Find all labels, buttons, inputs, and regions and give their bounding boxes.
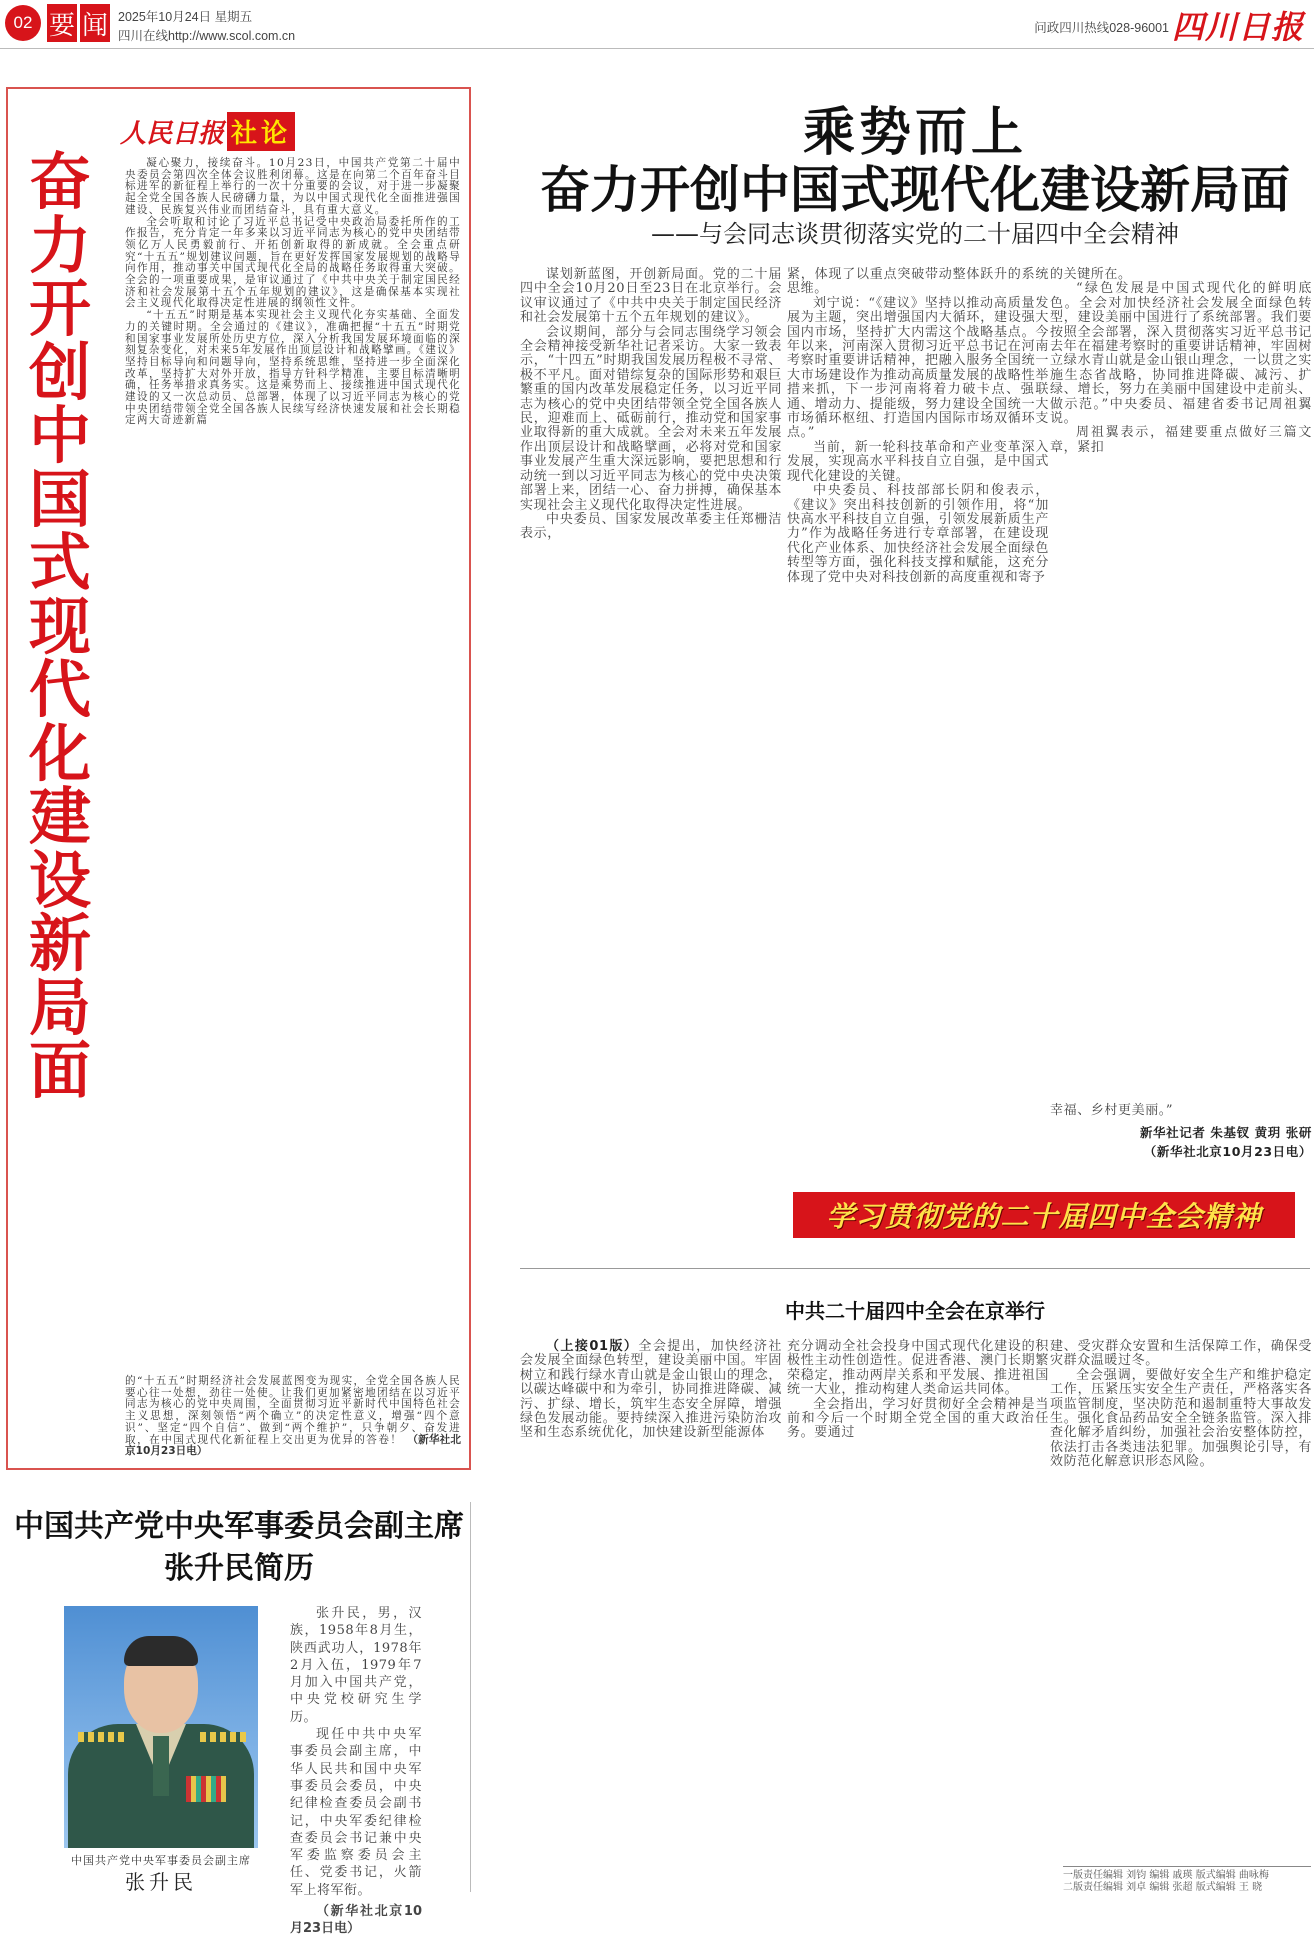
bio-headline [6, 1506, 472, 1590]
main-headline-line1: 乘势而上 [802, 103, 1027, 163]
issue-date: 2025年10月24日 星期五 [118, 10, 253, 24]
header-divider [0, 48, 1314, 49]
editorial-dateline: （新华社北京10月23日电） [125, 1433, 461, 1458]
editors-credits [1063, 1866, 1311, 1894]
article-paragraph: 中央委员、科技部部长阴和俊表示，《建议》突出科技创新的引领作用，将“加快高水平科技自立自强，引领发展新质生产力”作为战略任务进行专章部署，在建设现代化产业体系、加快经济社会发展全面绿色转型等方面，强化科技支撑和赋能，这充分体现了党中央对科技创新的高度重视和寄予 [787, 483, 1049, 585]
editorial-tag: 社论 [227, 112, 295, 151]
article-paragraph: 全会强调，要做好安全生产和维护稳定工作，压紧压实安全生产责任，严格落实各项监管制度，坚决防范和遏制重特大事故发生。强化食品药品安全全链条监管。深入排查化解矛盾纠纷，加强社会治安整体防控，依法打击各类违法犯罪。加强舆论引导，有效防范化解意识形态风险。 [1050, 1367, 1312, 1470]
main-subtitle: ——与会同志谈贯彻落实党的二十届四中全会精神 [651, 220, 1179, 248]
main-headline-line2: 奋力开创中国式现代化建设新局面 [540, 161, 1290, 219]
bio-paragraph: 现任中共中央军事委员会副主席，中华人民共和国中央军事委员会委员，中央纪律检查委员会副书记，中央军委纪律检查委员会书记兼中央军委监察委员会主任、党委书记，火箭军上将军衔。 [290, 1727, 422, 1898]
bio-headline-line2: 张升民简历 [164, 1551, 314, 1586]
article-paragraph: 刘宁说：“《建议》坚持以推动高质量发展为主题，突出增强国内大循环，建设强大国内市场，坚持扩大内需这个战略基点。今年以来，河南深入贯彻习近平总书记在河南考察时重要讲话精神，把融入服务全国统一大市场建设作为推动高质量发展的战略性举措来抓，下一步河南将着力破卡点、强联通、增动力、提能级，努力建设全国统一大市场循环枢纽、打造国内国际市场双循环支点。” [787, 295, 1049, 441]
editorial-vertical-title: 奋力开创中国式现代化建设新局面 [28, 145, 91, 1107]
article-paragraph: 当前，新一轮科技革命和产业变革深入发展，实现高水平科技自立自强，是中国式现代化建设的关键。 [787, 439, 1049, 484]
portrait-photo [64, 1606, 258, 1848]
column-divider [470, 1502, 471, 1892]
continued-from-label: （上接01版） [546, 1339, 639, 1354]
editorial-closing-text: 的“十五五”时期经济社会发展蓝图变为现实，全党全国各族人民要心往一处想，劲往一处使。让我们更加紧密地团结在以习近平同志为核心的党中央周围，全面贯彻习近平新时代中国特色社会主义思想，深刻领悟“两个确立”的决定性意义，增强“四个意识”、坚定“四个自信”、做到“两个维护”，只争朝夕、奋发进取，在中国式现代化新征程上交出更为优异的答卷！ [125, 1375, 461, 1446]
article-paragraph: 谋划新蓝图，开创新局面。党的二十届四中全会10月20日至23日在北京举行。会议审议通过了《中共中央关于制定国民经济和社会发展第十五个五年规划的建议》。 [520, 267, 782, 326]
article-paragraph: 充分调动全社会投身中国式现代化建设的积极性主动性创造性。促进香港、澳门长期繁荣稳定，推动两岸关系和平发展、推进祖国统一大业，推动构建人类命运共同体。 [787, 1339, 1049, 1398]
section-label-1: 要 [47, 4, 77, 42]
bio-dateline: （新华社北京10月23日电） [290, 1904, 422, 1937]
article-paragraph: 全会指出，学习好贯彻好全会精神是当前和今后一个时期全党全国的重大政治任务。要通过 [787, 1396, 1049, 1441]
main-article-ending [1050, 1104, 1312, 1160]
site-url: 四川在线http://www.scol.com.cn [118, 29, 296, 43]
plenum-headline: 中共二十届四中全会在京举行 [785, 1299, 1045, 1323]
article-paragraph: 会议期间，部分与会同志围绕学习领会全会精神接受新华社记者采访。大家一致表示，“十四五”时期我国发展历程极不寻常、极不平凡。面对错综复杂的国际形势和艰巨繁重的国内改革发展稳定任务，以习近平同志为核心的党中央团结带领全党全国各族人民，迎难而上、砥砺前行，推动党和国家事业取得新的重大成就。全会对未来五年发展作出顶层设计和战略擘画，必将对党和国家事业发展产生重大深远影响，要把思想和行动统一到以习近平同志为核心的党中央决策部署上来，团结一心、奋力拼搏，确保基本实现社会主义现代化取得决定性进展。 [520, 324, 782, 513]
editorial-paragraph: “十五五”时期是基本实现社会主义现代化夯实基础、全面发力的关键时期。全会通过的《建议》，准确把握“十五五”时期党和国家事业发展所处历史方位，深入分析我国发展环境面临的深刻复杂变化，对未来5年发展作出顶层设计和战略擘画。《建议》坚持目标导向和问题导向，坚持系统思维，坚持进一步全面深化改革，坚持扩大对外开放，指导方针科学精准，主要目标清晰明确，任务举措求真务实。这是乘势而上、接续推进中国式现代化建设的又一次总动员、总部署，体现了以习近平同志为核心的党中央团结带领全党全国各族人民续写经济快速发展和社会长期稳定两大奇迹新篇 [125, 309, 461, 427]
editorial-source-logo [120, 112, 295, 151]
photo-caption-role: 中国共产党中央军事委员会副主席 [71, 1854, 251, 1867]
editors-line: 一版责任编辑 刘钧 编辑 戚瑛 版式编辑 曲咏梅 [1063, 1870, 1269, 1881]
editors-line: 二版责任编辑 刘卓 编辑 张超 版式编辑 王 晓 [1063, 1882, 1263, 1893]
editorial-body [125, 158, 461, 1458]
article-paragraph: 幸福、乡村更美丽。” [1050, 1103, 1174, 1118]
bio-text [290, 1605, 422, 1938]
editorial-paragraph: 凝心聚力，接续奋斗。10月23日，中国共产党第二十届中央委员会第四次全体会议胜利闭幕。这是在向第二个百年奋斗目标进军的新征程上举行的一次十分重要的会议，对于进一步凝聚起全党全国各族人民磅礴力量，为以中国式现代化全面推进强国建设、民族复兴伟业而团结奋斗，具有重大意义。 [125, 157, 461, 216]
section-label-2: 闻 [80, 4, 110, 42]
bio-paragraph: 张升民，男，汉族，1958年8月生，陕西武功人，1978年2月入伍，1979年7月加入中国共产党，中央党校研究生学历。 [290, 1606, 422, 1725]
editorial-closing [125, 1376, 461, 1458]
hotline: 问政四川热线028-96001 [1034, 21, 1169, 35]
article-paragraph [520, 1340, 782, 1441]
page-number: 02 [5, 5, 41, 41]
article-byline: 新华社记者 朱基钗 黄玥 张研 [1139, 1125, 1312, 1141]
article-paragraph: “绿色发展是中国式现代化的鲜明底色。全会对加快经济社会发展全面绿色转型，建设美丽中国进行了系统部署。我们要按照全会部署，深入贯彻落实习近平总书记去年在福建考察时的重要讲话精神，牢固树立绿水青山就是金山银山理念，一以贯之实施生态省战略，协同推进降碳、减污、扩绿、增长，努力在美丽中国建设中走前头、做示范。”中央委员、福建省委书记周祖翼说。 [1050, 281, 1312, 427]
article-paragraph: 紧，体现了以重点突破带动整体跃升的系统思维。 [787, 267, 1049, 297]
plenum-text: 全会提出，加快经济社会发展全面绿色转型，建设美丽中国。牢固树立和践行绿水青山就是金山银山的理念，以碳达峰碳中和为牵引，协同推进降碳、减污、扩绿、增长，筑牢生态安全屏障，增强绿色发展动能。要持续深入推进污染防治攻坚和生态系统优化，加快建设新型能源体 [520, 1339, 782, 1441]
photo-caption-name: 张升民 [125, 1870, 197, 1894]
plenum-column-3 [1050, 1340, 1312, 1470]
article-paragraph: 的关键所在。 [1050, 267, 1132, 282]
main-article-column-1 [520, 268, 782, 542]
article-dateline: （新华社北京10月23日电） [1143, 1144, 1312, 1160]
peoples-daily-logo: 人民日报 [120, 119, 225, 149]
article-paragraph: 周祖翼表示，福建要重点做好三篇文章，紧扣 [1050, 425, 1312, 455]
newspaper-logo: 四川日报 [1171, 8, 1304, 46]
section-divider [520, 1268, 1310, 1269]
main-article-column-3 [1050, 268, 1312, 455]
editorial-paragraph: 全会听取和讨论了习近平总书记受中央政治局委托所作的工作报告，充分肯定一年多来以习近平同志为核心的党中央团结带领亿万人民勇毅前行、开拓创新取得的新成就。全会重点研究“十五五”规划建议问题，旨在更好发挥国家发展规划的战略导向作用，推动事关中国式现代化全局的战略任务取得重大突破。全会的一项重要成果，是审议通过了《中共中央关于制定国民经济和社会发展第十五个五年规划的建议》，这是确保基本实现社会主义现代化取得决定性进展的纲领性文件。 [125, 215, 461, 310]
bio-headline-line1: 中国共产党中央军事委员会副主席 [14, 1509, 464, 1544]
theme-banner: 学习贯彻党的二十届四中全会精神 [793, 1192, 1295, 1238]
plenum-column-1 [520, 1340, 782, 1441]
article-paragraph: 中央委员、国家发展改革委主任郑栅洁表示， [520, 511, 782, 542]
article-paragraph: 建、受灾群众安置和生活保障工作，确保受灾群众温暖过冬。 [1050, 1339, 1312, 1369]
plenum-column-2 [787, 1340, 1049, 1441]
main-article-column-2 [787, 268, 1049, 585]
